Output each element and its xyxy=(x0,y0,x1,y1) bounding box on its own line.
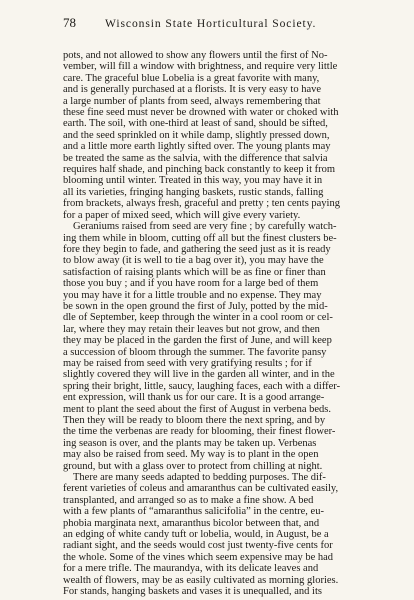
text-line: be treated the same as the salvia, with the difference that salvia xyxy=(63,152,328,164)
page-number: 78 xyxy=(63,15,76,30)
text-line: wealth of flowers, may be as easily cultivated as morning glories. xyxy=(63,574,339,586)
text-line: pots, and not allowed to show any flowers until the first of No- xyxy=(63,50,328,61)
text-line: a succession of bloom through the summer. The favorite pansy xyxy=(63,346,327,358)
text-line: lar, where they may retain their leaves but not grow, and then xyxy=(63,323,320,335)
text-line: you may have it for a little trouble and no expense. They may xyxy=(63,289,322,301)
text-line: from brackets, always fresh, graceful and pretty ; ten cents paying xyxy=(63,198,340,210)
text-line: satisfaction of raising plants which will be as fine or finer than xyxy=(63,266,326,278)
text-line: and a little more earth lightly sifted over. The young plants may xyxy=(63,141,331,153)
text-line: these fine seed must never be drowned with water or choked with xyxy=(63,107,339,119)
text-line: ing them while in bloom, cutting off all but the finest clusters be- xyxy=(63,232,337,244)
text-line: vember, will fill a window with brightness, and require very little xyxy=(63,61,338,73)
text-line: those you buy ; and if you have room for a large bed of them xyxy=(63,278,319,290)
text-line: ent expression, will thank us for our care. It is a good arrange- xyxy=(63,392,325,404)
text-line: and is generally purchased at a florists. It is very easy to have xyxy=(63,84,322,96)
text-line: transplanted, and arranged so as to make a fine show. A bed xyxy=(63,494,314,506)
text-line: a large number of plants from seed, always remembering that xyxy=(63,95,321,107)
text-line: blooming until winter. Treated in this way, you may have it in xyxy=(63,175,323,187)
page-header xyxy=(63,15,378,35)
text-line: earth. The soil, with one-third at least of sand, should be sifted, xyxy=(63,118,328,130)
text-line: may be raised from seed with very gratifying results ; for if xyxy=(63,357,312,369)
text-line: be sown in the open ground the first of July, potted by the mid- xyxy=(63,300,328,312)
text-line: dle of September, keep through the winter in a cool room or cel- xyxy=(63,312,333,324)
text-line: for a mere trifle. The maurandya, with its delicate leaves and xyxy=(63,563,319,575)
text-line: to blow away (it is well to tie a bag over it), you may have the xyxy=(63,255,324,267)
text-line: the whole. Some of the vines which seem expensive may be had xyxy=(63,551,334,563)
text-line: requires half shade, and pinching back constantly to keep it from xyxy=(63,164,336,176)
text-line: Then they will be ready to bloom there the next spring, and by xyxy=(63,415,326,426)
text-line: fore they begin to fade, and gathering the seed just as it is ready xyxy=(63,243,331,255)
text-line: for a paper of mixed seed, which will give every variety. xyxy=(63,209,301,221)
text-line: with a few plants of “amaranthus salicifolia” in the centre, eu- xyxy=(63,506,324,518)
text-line: all its varieties, fringing hanging baskets, rustic stands, falling xyxy=(63,186,324,198)
text-line: There are many seeds adapted to bedding purposes. The dif- xyxy=(73,472,326,484)
running-title: Wisconsin State Horticultural Society. xyxy=(105,17,317,30)
text-line: slightly covered they will live in the garden all winter, and in the xyxy=(63,369,335,381)
text-line: ground, but with a glass over to protect from chilling at night. xyxy=(63,460,323,472)
text-line: phobia marginata next, amaranthus bicolor between that, and xyxy=(63,517,320,529)
text-line: ing season is over, and the plants may be taken up. Verbenas xyxy=(63,437,317,449)
text-line: may also be raised from seed. My way is to plant in the open xyxy=(63,449,319,461)
body-text xyxy=(63,50,378,598)
text-line: the time the verbenas are ready for blooming, their finest flower- xyxy=(63,426,336,438)
text-line: For stands, hanging baskets and vases it is unequalled, and its xyxy=(63,586,322,598)
text-line: radiant sight, and the seeds would cost just twenty-five cents for xyxy=(63,540,333,552)
text-line: spring their bright, little, saucy, laughing faces, each with a differ- xyxy=(63,380,341,392)
text-line: and the seed sprinkled on it while damp, slightly pressed down, xyxy=(63,129,330,141)
text-line: an edging of white candy tuft or lobelia, would, in August, be a xyxy=(63,529,329,541)
text-line: they may be placed in the garden the first of June, and will keep xyxy=(63,335,332,347)
text-line: ferent varieties of coleus and amaranthus can be cultivated easily, xyxy=(63,483,339,495)
text-line: care. The graceful blue Lobelia is a great favorite with many, xyxy=(63,72,320,84)
text-line: Geraniums raised from seed are very fine ; by carefully watch- xyxy=(73,221,337,233)
text-line: ment to plant the seed about the first of August in verbena beds. xyxy=(63,403,331,415)
